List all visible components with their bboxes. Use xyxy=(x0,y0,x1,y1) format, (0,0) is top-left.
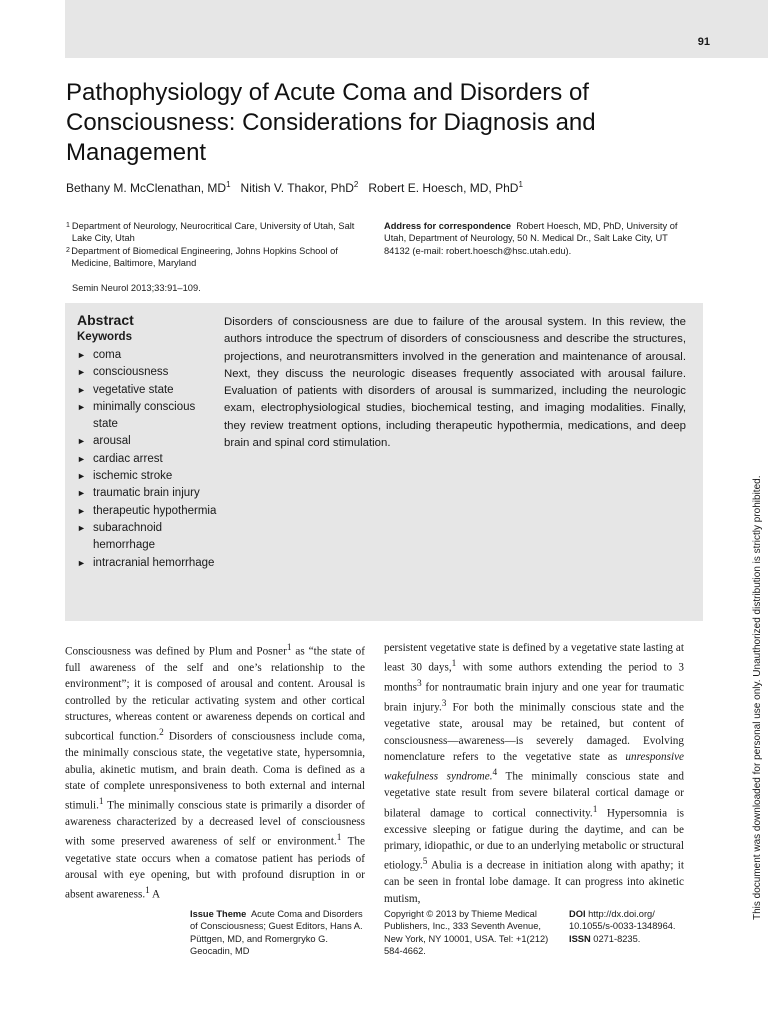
keywords-list xyxy=(77,347,217,572)
doi-label: DOI xyxy=(569,909,586,919)
reference-mark: 1 xyxy=(286,643,292,653)
keyword-text: consciousness xyxy=(93,366,169,379)
author-affiliation-mark: 2 xyxy=(353,180,359,189)
doi-text: http://dx.doi.org/ 10.1055/s-0033-1348964. xyxy=(569,909,676,932)
abstract-text: Disorders of consciousness are due to failure of the arousal system. In this review, the authors introduce the spectrum of disorders of consciousness and describe the structures, projections, and neurotransmitters involved in the generation and maintenance of arousal. Next, they discuss the neurologic diseases frequently associated with arousal failure. Evaluation of patients with disorders of arousal is summarized, including the neurologic exam, electrophysiological studies, biochemical testing, and imaging modalities. Finally, they review treatment options, including therapeutic hypothermia, medications, and deep brain and spinal cord stimulation. xyxy=(224,316,686,450)
keyword-text: arousal xyxy=(93,435,131,448)
abstract-heading: Abstract xyxy=(77,312,134,328)
arrow-icon: ► xyxy=(77,505,86,516)
correspondence-label: Address for correspondence xyxy=(384,221,512,231)
reference-mark: 5 xyxy=(422,857,428,868)
keyword-text: cardiac arrest xyxy=(93,452,163,465)
reference-mark: 1 xyxy=(336,833,342,844)
keyword-text: ischemic stroke xyxy=(93,470,173,483)
arrow-icon: ► xyxy=(77,350,86,360)
body-text: For both the minimally conscious state and the vegetative state, arousal may be retained, but content of consciousness—awareness—is severely damaged. Evolving nomenclature refers to the vegetative state as xyxy=(384,702,684,763)
author-affiliation-mark: 1 xyxy=(518,180,523,189)
affiliation-item xyxy=(66,220,366,245)
body-text: as “the state of full awareness of the self and one’s relationship to the environment”; it is composed of arousal and content. Arousal is controlled by the reticular activating system and other cortical structures, whereas content or awareness depends on cortical and subcortical function. xyxy=(65,645,365,743)
doi-issn xyxy=(569,908,694,945)
emphasis-text: unresponsive wakefulness syndrome. xyxy=(384,750,684,784)
side-notice: This document was downloaded for personal use only. Unauthorized distribution is strictly prohibited. xyxy=(752,475,763,920)
author-name: Bethany M. McClenathan, $MD^1$ xyxy=(66,180,231,195)
keyword-item xyxy=(77,555,217,572)
issue-theme xyxy=(190,908,370,958)
keyword-item xyxy=(77,468,217,485)
body-text: A xyxy=(149,888,161,901)
body-column-left xyxy=(65,640,365,903)
keyword-item xyxy=(77,399,217,434)
correspondence xyxy=(384,220,688,257)
reference-mark: 1 xyxy=(592,804,598,815)
author-list xyxy=(66,180,533,195)
arrow-icon: ► xyxy=(77,436,86,447)
body-text: The minimally conscious state and vegetative state result from severe bilateral cortical damage or bilateral damage to cortical connectivity. xyxy=(384,771,684,820)
affiliation-number: 1 xyxy=(66,222,70,229)
correspondence-text: Robert Hoesch, MD, PhD, University of Utah, Department of Neurology, 50 N. Medical Dr., Salt Lake City, UT 84132 (e-mail: robert.hoesch@hsc.utah.edu). xyxy=(384,221,678,256)
affiliation-item xyxy=(66,245,366,270)
body-text: The vegetative state occurs when a comatose patient has periods of arousal with eye opening, but with profound disruption in or absent awareness. xyxy=(65,836,365,901)
body-text: for nontraumatic brain injury and one year for traumatic brain injury. xyxy=(384,682,684,715)
keyword-item xyxy=(77,364,217,381)
arrow-icon: ► xyxy=(77,557,86,568)
keyword-text: coma xyxy=(93,349,122,361)
issn-text: 0271-8235. xyxy=(593,933,641,944)
reference-mark: 3 xyxy=(441,699,447,710)
arrow-icon: ► xyxy=(77,471,86,482)
body-text: The minimally conscious state is primarily a disorder of awareness characterized by a decreased level of consciousness with some preserved awareness of self or environment. xyxy=(65,799,365,849)
article-title: Pathophysiology of Acute Coma and Disorders of Consciousness: Considerations for Diagnosis and Management xyxy=(66,79,596,166)
reference-mark: 1 xyxy=(451,659,457,670)
author-name: Nitish V. Thakor, PhD$^2$ xyxy=(240,180,359,195)
body-text: Disorders of consciousness include coma, the minimally conscious state, the vegetative state, hypersomnia, abulia, akinetic mutism, and brain death. Coma is defined as a state of complete unresponsiveness to both external and internal stimuli. xyxy=(65,730,365,812)
arrow-icon: ► xyxy=(77,453,86,464)
author-affiliation-mark: 1 xyxy=(226,180,231,189)
reference-mark: 1 xyxy=(145,886,150,897)
arrow-icon: ► xyxy=(77,367,86,378)
citation: Semin Neurol 2013;33:91–109. xyxy=(72,283,201,293)
reference-mark: 4 xyxy=(492,768,498,779)
affiliation-text: Department of Neurology, Neurocritical Care, University of Utah, Salt Lake City, Utah xyxy=(71,221,355,244)
body-text: Abulia is a decrease in initiation along with apathy; it can be seen in frontal lobe damage. It can progress into akinetic mutism, xyxy=(384,859,684,905)
affiliations xyxy=(66,220,366,270)
issue-theme-label: Issue Theme xyxy=(190,909,247,919)
keyword-item xyxy=(77,485,217,502)
body-column-right xyxy=(384,640,684,907)
keywords-heading: Keywords xyxy=(77,331,132,343)
reference-mark: 1 xyxy=(98,797,104,808)
keyword-item xyxy=(77,520,217,555)
keyword-item xyxy=(77,503,217,520)
arrow-icon: ► xyxy=(77,522,86,533)
reference-mark: 2 xyxy=(159,728,164,739)
arrow-icon: ► xyxy=(77,488,86,499)
keyword-item xyxy=(77,433,217,450)
affiliation-text: Department of Biomedical Engineering, Johns Hopkins School of Medicine, Baltimore, Maryland xyxy=(71,245,338,269)
keyword-text: traumatic brain injury xyxy=(93,487,200,500)
copyright: Copyright © 2013 by Thieme Medical Publishers, Inc., 333 Seventh Avenue, New York, NY 10001, USA. Tel: +1(212) 584-4662. xyxy=(384,909,549,957)
keyword-item xyxy=(77,451,217,468)
arrow-icon: ► xyxy=(77,401,86,412)
keyword-text: intracranial hemorrhage xyxy=(93,556,215,569)
keyword-text: vegetative state xyxy=(93,383,174,396)
header-band xyxy=(65,0,768,58)
keyword-text: minimally conscious state xyxy=(93,400,196,431)
body-text: with some authors extending the period to 3 months xyxy=(384,662,684,695)
body-text: Hypersomnia is excessive sleeping or fatigue during the daytime, and can be primary, idiopathic, or due to an underlying metabolic or structural etiology. xyxy=(384,807,684,872)
body-text: Consciousness was defined by Plum and Posner xyxy=(65,645,287,658)
body-text: persistent vegetative state is defined by a vegetative state lasting at least 30 days, xyxy=(384,642,684,675)
keyword-item xyxy=(77,347,217,364)
reference-mark: 3 xyxy=(416,679,422,690)
keyword-item xyxy=(77,382,217,399)
arrow-icon: ► xyxy=(77,384,86,395)
keyword-text: therapeutic hypothermia xyxy=(93,504,217,517)
issn-label: ISSN xyxy=(569,933,591,944)
keyword-text: subarachnoid hemorrhage xyxy=(93,521,163,552)
author-name: Robert E. Hoesch, MD, PhD$^1$ xyxy=(368,180,523,195)
issue-theme-text: Acute Coma and Disorders of Consciousness; Guest Editors, Hans A. Püttgen, MD, and Romergryko G. Geocadin, MD xyxy=(190,909,363,957)
page-number: 91 xyxy=(697,36,710,48)
affiliation-number: 2 xyxy=(66,246,70,254)
